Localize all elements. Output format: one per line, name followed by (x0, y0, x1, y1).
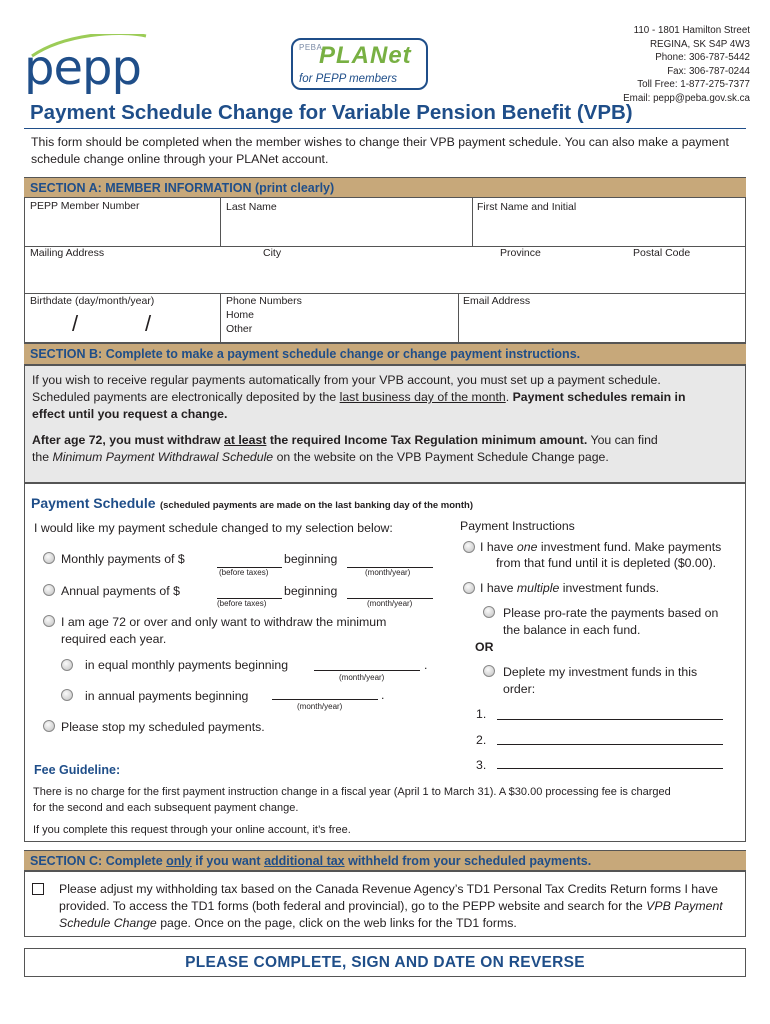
divider (472, 197, 473, 246)
or-label: OR (475, 640, 494, 654)
annual-begin-radio[interactable] (61, 689, 73, 701)
fee-line: There is no charge for the first payment instruction change in a fiscal year (April 1 to March 31). A $30.00 processing fee is charged (33, 786, 671, 798)
age-72-radio[interactable] (43, 615, 55, 627)
payment-instructions-heading: Payment Instructions (460, 519, 575, 533)
page-title: Payment Schedule Change for Variable Pension Benefit (VPB) (30, 101, 633, 124)
month-year-hint: (month/year) (297, 702, 343, 711)
province-label: Province (500, 247, 541, 259)
info-line (32, 449, 685, 466)
order-field-2[interactable] (497, 744, 723, 745)
section-a-box (24, 197, 746, 343)
label-text: investment fund. Make payments (537, 540, 722, 554)
one-fund-label-cont: from that fund until it is depleted ($0.00). (496, 556, 717, 570)
one-fund-radio[interactable] (463, 541, 475, 553)
birthdate-label: Birthdate (day/month/year) (30, 295, 155, 307)
info-line: effect until you request a change. (32, 407, 228, 421)
stop-payments-radio[interactable] (43, 720, 55, 732)
info-line (32, 389, 685, 406)
heading-underline-text: additional tax (264, 854, 345, 868)
annual-payments-radio[interactable] (43, 584, 55, 596)
tax-italic-text: VPB Payment (646, 899, 723, 913)
heading-text: withheld from your scheduled payments. (344, 854, 592, 868)
multiple-funds-radio[interactable] (463, 582, 475, 594)
address-line: Phone: 306-787-5442 (655, 52, 750, 63)
spacer (32, 423, 685, 432)
age-72-label-cont: required each year. (61, 632, 167, 646)
order-field-3[interactable] (497, 768, 723, 769)
planet-logo-word: PLANet (319, 42, 412, 69)
month-year-hint: (month/year) (365, 568, 411, 577)
fee-line: If you complete this request through your online account, it’s free. (33, 824, 351, 836)
member-number-label: PEPP Member Number (30, 200, 140, 212)
address-line: Fax: 306-787-0244 (667, 65, 750, 77)
monthly-payments-label: Monthly payments of $ (61, 552, 185, 566)
prorate-radio[interactable] (483, 606, 495, 618)
annual-begin-label: in annual payments beginning (85, 689, 249, 703)
annual-payments-label: Annual payments of $ (61, 584, 180, 598)
section-b-info-text (32, 372, 685, 466)
label-italic-text: one (516, 540, 538, 554)
tax-text: page. Once on the page, click on the web links for the TD1 forms. (156, 916, 517, 930)
month-year-hint: (month/year) (339, 673, 385, 682)
age-72-label: I am age 72 or over and only want to withdraw the minimum (61, 615, 387, 629)
info-bold-text: After age 72, you must withdraw (32, 433, 225, 447)
label-text: I have (480, 540, 517, 554)
city-label: City (263, 247, 282, 259)
divider (458, 293, 459, 343)
phone-home-label: Home (226, 309, 255, 321)
info-text: . (505, 390, 513, 404)
withholding-tax-checkbox[interactable] (32, 883, 44, 895)
section-a-heading: SECTION A: MEMBER INFORMATION (print clearly) (24, 177, 746, 198)
payment-schedule-intro: I would like my payment schedule changed to my selection below: (34, 521, 393, 535)
tax-text: provided. To access the TD1 forms (both federal and provincial), go to the PEPP website and search for the (59, 899, 647, 913)
phone-other-label: Other (226, 323, 253, 335)
fee-guideline-heading: Fee Guideline: (34, 763, 121, 777)
fee-line: for the second and each subsequent payment change. (33, 802, 299, 814)
title-divider (24, 128, 746, 129)
heading-text: if you want (191, 854, 265, 868)
info-line: If you wish to receive regular payments automatically from your VPB account, you must set up a payment schedule. (32, 373, 661, 387)
planet-peba-label: PEBA (299, 43, 323, 52)
pepp-logo-text: pepp (24, 40, 141, 96)
prorate-label-cont: the balance in each fund. (503, 623, 641, 637)
label-text: I have (480, 581, 517, 595)
info-bold-text: Payment schedules remain in (512, 390, 686, 404)
equal-monthly-begin-field[interactable] (314, 670, 420, 671)
beginning-label: beginning (284, 552, 338, 566)
label-italic-text: multiple (516, 581, 560, 595)
birthdate-separator: / (72, 311, 79, 336)
birthdate-separator: / (145, 311, 152, 336)
tax-line (59, 915, 723, 932)
last-name-label: Last Name (226, 201, 277, 213)
section-c-heading (24, 850, 746, 871)
deplete-label: Deplete my investment funds in this (503, 665, 698, 679)
heading-underline-text: only (166, 854, 192, 868)
payment-schedule-note: (scheduled payments are made on the last banking day of the month) (159, 500, 473, 511)
info-text: the (32, 450, 53, 464)
info-underline-text: last business day of the month (339, 390, 506, 404)
postal-code-label: Postal Code (633, 247, 691, 259)
info-line (32, 432, 685, 449)
info-bold-underline-text: at least (224, 433, 267, 447)
deplete-label-cont: order: (503, 682, 536, 696)
contact-address (623, 24, 750, 105)
divider (24, 293, 746, 294)
divider (220, 197, 221, 246)
info-italic-text: Minimum Payment Withdrawal Schedule (52, 450, 274, 464)
info-text: You can find (587, 433, 658, 447)
tax-line (59, 898, 723, 915)
withholding-tax-text (59, 881, 723, 932)
multiple-funds-label (480, 581, 659, 595)
beginning-label: beginning (284, 584, 338, 598)
payment-schedule-title: Payment Schedule (31, 495, 156, 511)
info-bold-text: the required Income Tax Regulation minimum amount. (266, 433, 588, 447)
period: . (424, 658, 428, 672)
phone-numbers-label: Phone Numbers (226, 295, 302, 307)
address-line[interactable]: Email: pepp@peba.gov.sk.ca (623, 92, 750, 104)
deplete-radio[interactable] (483, 665, 495, 677)
period: . (381, 688, 385, 702)
equal-monthly-label: in equal monthly payments beginning (85, 658, 289, 672)
address-line: REGINA, SK S4P 4W3 (649, 38, 750, 50)
planet-logo (291, 38, 428, 90)
monthly-payments-radio[interactable] (43, 552, 55, 564)
before-taxes-hint: (before taxes) (219, 568, 269, 577)
address-line: Toll Free: 1-877-275-7377 (637, 79, 750, 90)
month-year-hint: (month/year) (367, 599, 413, 608)
before-taxes-hint: (before taxes) (217, 599, 267, 608)
mailing-address-label: Mailing Address (30, 247, 105, 259)
intro-text: This form should be completed when the member wishes to change their VPB payment schedule. You can also make a payment schedule change online through your PLANet account. (31, 135, 729, 166)
order-number: 1. (476, 707, 487, 721)
fee-guideline-text (33, 784, 671, 838)
pepp-logo (24, 34, 148, 96)
section-b-heading: SECTION B: Complete to make a payment schedule change or change payment instructions. (24, 343, 746, 365)
order-number: 3. (476, 758, 487, 772)
stop-payments-label: Please stop my scheduled payments. (61, 720, 265, 734)
tax-line: Please adjust my withholding tax based on the Canada Revenue Agency’s TD1 Personal Tax Credits Return forms I have (59, 882, 718, 896)
first-name-label: First Name and Initial (477, 201, 577, 213)
footer-instruction: PLEASE COMPLETE, SIGN AND DATE ON REVERSE (185, 954, 585, 971)
one-fund-label (480, 540, 721, 554)
divider (220, 293, 221, 343)
info-text: on the website on the VPB Payment Schedule Change page. (273, 450, 609, 464)
order-number: 2. (476, 733, 487, 747)
planet-logo-subtitle: for PEPP members (299, 73, 397, 85)
order-field-1[interactable] (497, 719, 723, 720)
info-text: Scheduled payments are electronically deposited by the (32, 390, 340, 404)
prorate-label: Please pro-rate the payments based on (503, 606, 719, 620)
heading-text: SECTION C: Complete (30, 854, 167, 868)
address-line: 110 - 1801 Hamilton Street (633, 25, 750, 36)
tax-italic-text: Schedule Change (59, 916, 157, 930)
label-text: investment funds. (559, 581, 660, 595)
annual-payments-begin-field[interactable] (272, 699, 378, 700)
email-label: Email Address (463, 295, 531, 307)
payment-schedule-heading (31, 495, 473, 513)
equal-monthly-radio[interactable] (61, 659, 73, 671)
